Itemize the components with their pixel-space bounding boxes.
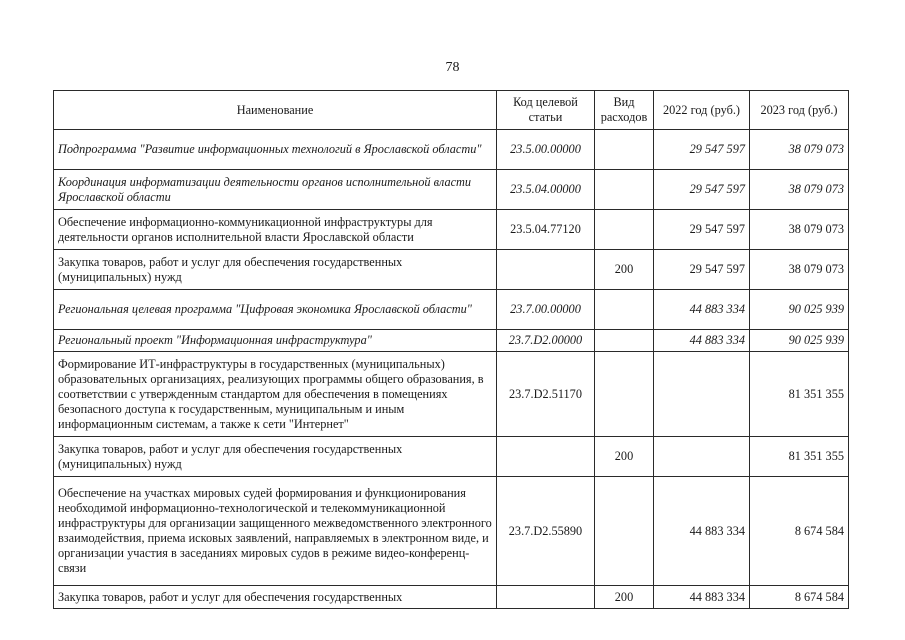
- row-code: 23.7.D2.55890: [497, 477, 595, 586]
- row-2023-amount: 38 079 073: [750, 130, 849, 170]
- row-name: Обеспечение на участках мировых судей формирования и функционирования необходимой информационно-технологической и телекоммуникационной инфраструктуры для организации защищенного межведомственного электронного взаимодействия, приема исковых заявлений, направляемых в электронном виде, и организации участия в заседаниях мировых судов в режиме видео-конференц-связи: [54, 477, 497, 586]
- row-2022-amount: 44 883 334: [654, 330, 750, 352]
- row-2023-amount: 90 025 939: [750, 330, 849, 352]
- row-2022-amount: [654, 437, 750, 477]
- table-row: [54, 586, 849, 609]
- header-name: Наименование: [54, 91, 497, 130]
- row-expense-type: [595, 477, 654, 586]
- row-expense-type: [595, 130, 654, 170]
- row-2022-amount: 29 547 597: [654, 130, 750, 170]
- row-code: [497, 586, 595, 609]
- row-2022-amount: 29 547 597: [654, 170, 750, 210]
- row-code: 23.5.00.00000: [497, 130, 595, 170]
- row-code: 23.5.04.77120: [497, 210, 595, 250]
- table-row: [54, 352, 849, 437]
- row-2023-amount: 81 351 355: [750, 352, 849, 437]
- row-2022-amount: 29 547 597: [654, 210, 750, 250]
- row-expense-type: 200: [595, 437, 654, 477]
- row-2022-amount: 44 883 334: [654, 586, 750, 609]
- row-2022-amount: 44 883 334: [654, 290, 750, 330]
- row-name: Региональная целевая программа "Цифровая экономика Ярославской области": [54, 290, 497, 330]
- table-row: [54, 210, 849, 250]
- row-2023-amount: 81 351 355: [750, 437, 849, 477]
- table-row: [54, 437, 849, 477]
- table-row: [54, 477, 849, 586]
- row-name: Закупка товаров, работ и услуг для обеспечения государственных: [54, 586, 497, 609]
- row-code: 23.7.D2.51170: [497, 352, 595, 437]
- row-2023-amount: 8 674 584: [750, 586, 849, 609]
- row-code: 23.7.D2.00000: [497, 330, 595, 352]
- row-code: [497, 437, 595, 477]
- row-2022-amount: [654, 352, 750, 437]
- row-expense-type: [595, 290, 654, 330]
- row-2023-amount: 38 079 073: [750, 170, 849, 210]
- row-expense-type: 200: [595, 250, 654, 290]
- table-row: [54, 250, 849, 290]
- row-2022-amount: 44 883 334: [654, 477, 750, 586]
- row-name: Координация информатизации деятельности органов исполнительной власти Ярославской области: [54, 170, 497, 210]
- row-code: 23.7.00.00000: [497, 290, 595, 330]
- table-row: [54, 330, 849, 352]
- row-expense-type: [595, 330, 654, 352]
- row-code: [497, 250, 595, 290]
- row-name: Региональный проект "Информационная инфраструктура": [54, 330, 497, 352]
- page-number: 78: [445, 60, 460, 75]
- header-2022: 2022 год (руб.): [654, 91, 750, 130]
- row-expense-type: 200: [595, 586, 654, 609]
- row-expense-type: [595, 210, 654, 250]
- header-code: Код целевой статьи: [497, 91, 595, 130]
- budget-table: [53, 90, 849, 609]
- table-row: [54, 130, 849, 170]
- row-expense-type: [595, 170, 654, 210]
- row-code: 23.5.04.00000: [497, 170, 595, 210]
- row-name: Подпрограмма "Развитие информационных технологий в Ярославской области": [54, 130, 497, 170]
- row-name: Закупка товаров, работ и услуг для обеспечения государственных (муниципальных) нужд: [54, 250, 497, 290]
- header-2023: 2023 год (руб.): [750, 91, 849, 130]
- row-expense-type: [595, 352, 654, 437]
- header-row: [54, 91, 849, 130]
- header-type: Вид расходов: [595, 91, 654, 130]
- row-2023-amount: 38 079 073: [750, 210, 849, 250]
- row-name: Обеспечение информационно-коммуникационной инфраструктуры для деятельности органов исполнительной власти Ярославской области: [54, 210, 497, 250]
- row-name: Формирование ИТ-инфраструктуры в государственных (муниципальных) образовательных организациях, реализующих программы общего образования, в соответствии с утвержденным стандартом для обеспечения в помещениях безопасного доступа к государственным, муниципальным и иным информационным системам, а также к сети "Интернет": [54, 352, 497, 437]
- row-name: Закупка товаров, работ и услуг для обеспечения государственных (муниципальных) нужд: [54, 437, 497, 477]
- table-row: [54, 290, 849, 330]
- row-2022-amount: 29 547 597: [654, 250, 750, 290]
- row-2023-amount: 38 079 073: [750, 250, 849, 290]
- row-2023-amount: 90 025 939: [750, 290, 849, 330]
- row-2023-amount: 8 674 584: [750, 477, 849, 586]
- table-row: [54, 170, 849, 210]
